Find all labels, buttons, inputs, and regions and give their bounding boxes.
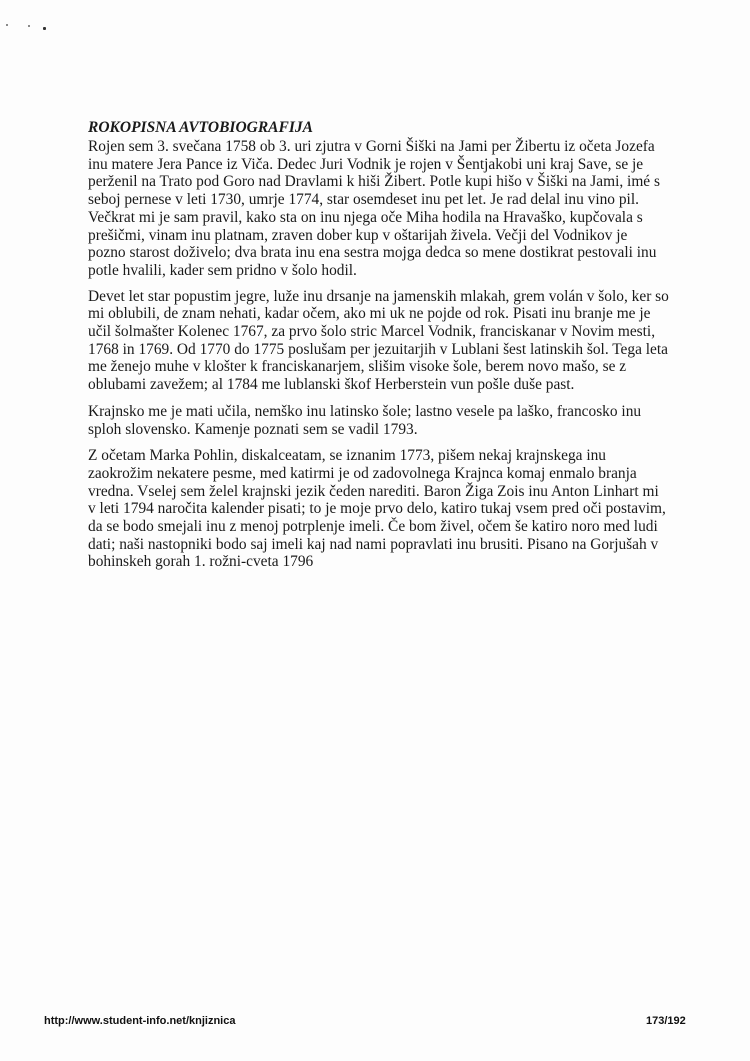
text-line: Z očetam Marka Pohlin, diskalceatam, se iznanim 1773, pišem nekaj krajnskega inu — [88, 447, 607, 465]
text-line: pozno starost doživelo; dva brata inu ena sestra mojga dedca so mene dostikrat pestovali inu — [88, 244, 657, 262]
paragraph — [88, 447, 708, 571]
text-line: v leti 1794 naročita kalender pisati; to je moje prvo delo, katiro tukaj vsem pred oči postavim, — [88, 500, 666, 518]
text-line: perženil na Trato pod Goro nad Dravlami k hiši Žibert. Potle kupi hišo v Šiški na Jami, imé s — [88, 173, 660, 191]
text-line: Večkrat mi je sam pravil, kako sta on inu njega oče Miha hodila na Hravaško, kupčovala s — [88, 208, 643, 226]
paragraphs — [88, 138, 708, 571]
text-line: zaokrožim nekatere pesme, med katirmi je od zadovolnega Krajnca komaj enmalo branja — [88, 464, 637, 482]
text-line: Rojen sem 3. svečana 1758 ob 3. uri zjutra v Gorni Šiški na Jami per Žibertu iz očeta Jozefa — [88, 138, 655, 155]
text-line: dati; naši nastopniki bodo saj imeli kaj nad nami popravlati inu brusiti. Pisano na Gorjušah v — [88, 535, 659, 553]
text-line: inu matere Jera Pance iz Viča. Dedec Juri Vodnik je rojen v Šentjakobi uni kraj Save, se je — [88, 155, 644, 173]
paragraph — [88, 138, 708, 280]
text-line: potle hvalili, kader sem pridno v šolo hodil. — [88, 261, 357, 279]
text-line: bohinskeh gorah 1. rožni-cveta 1796 — [88, 553, 314, 571]
scan-specks — [6, 22, 46, 34]
text-line: Krajnsko me je mati učila, nemško inu latinsko šole; lastno vesele pa laško, francosko inu — [88, 402, 642, 420]
text-line: seboj pernese v leti 1730, umrje 1774, star osemdeset inu pet let. Je rad delal inu vino pil. — [88, 191, 639, 209]
text-line: 1768 in 1769. Od 1770 do 1775 poslušam per jezuitarjih v Lublani šest latinskih šol. Tega leta — [88, 340, 668, 358]
paragraph — [88, 403, 708, 438]
text-line: prešičmi, vinam inu platnam, zraven dober kup v oštarijah živela. Večji del Vodnikov je — [88, 226, 628, 244]
text-line: mi oblubili, de znam nehati, kadar očem, ako mi uk ne pojde od rok. Pisati inu branje me je — [88, 305, 651, 323]
text-line: sploh slovensko. Kamenje poznati sem se vadil 1793. — [88, 420, 418, 438]
page-number: 173/192 — [646, 1015, 686, 1027]
text-line: me ženejo muhe v klošter k franciskanarjem, slišim visoke šole, berem novo mašo, se z — [88, 358, 627, 376]
document-title: ROKOPISNA AVTOBIOGRAFIJA — [88, 119, 313, 136]
text-line: vredna. Vselej sem želel krajnski jezik čeden narediti. Baron Žiga Zois inu Anton Linhart mi — [88, 482, 659, 500]
footer-url: http://www.student-info.net/knjiznica — [44, 1015, 236, 1027]
document-body — [88, 118, 708, 580]
text-line: Devet let star popustim jegre, luže inu drsanje na jamenskih mlakah, grem volán v šolo, ker so — [88, 287, 669, 305]
paragraph — [88, 288, 708, 394]
text-line: oblubami zavežem; al 1784 me lublanski škof Herberstein vun pošle duše past. — [88, 376, 575, 394]
text-line: da se bodo smejali inu z menoj potrplenje imeli. Če bom živel, očem še katiro noro med ludi — [88, 518, 658, 536]
text-line: učil šolmašter Kolenec 1767, za prvo šolo stric Marcel Vodnik, franciskanar v Novim mesti, — [88, 323, 656, 341]
